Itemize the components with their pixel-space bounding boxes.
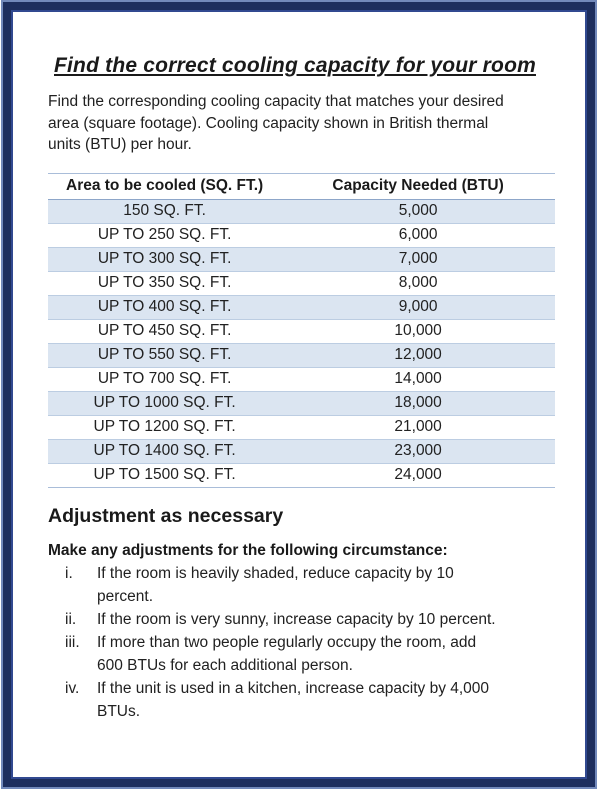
area-cell: UP TO 450 SQ. FT. (97, 322, 232, 339)
area-cell: UP TO 1400 SQ. FT. (93, 442, 236, 459)
table-row (48, 463, 555, 487)
list-item (48, 631, 556, 677)
page-title: Find the correct cooling capacity for your room (54, 54, 536, 77)
table-row (48, 223, 555, 247)
page-content (48, 50, 556, 723)
capacity-cell: 21,000 (394, 418, 442, 435)
area-cell: UP TO 300 SQ. FT. (97, 250, 232, 267)
table-row (48, 200, 555, 223)
table-row (48, 439, 555, 463)
intro-paragraph: Find the corresponding cooling capacity that matches your desired area (square footage). Cooling capacity shown in British thermal units (BTU) per hour. (48, 93, 504, 153)
adjustment-list (48, 562, 556, 723)
adjustment-heading: Adjustment as necessary (48, 504, 284, 527)
adjustment-intro: Make any adjustments for the following circumstance: (48, 541, 448, 559)
capacity-cell: 10,000 (394, 322, 442, 339)
list-item-text: If the unit is used in a kitchen, increase capacity by 4,000 BTUs. (97, 679, 490, 720)
capacity-cell: 9,000 (398, 298, 438, 315)
list-item-marker: i. (65, 564, 73, 582)
capacity-cell: 12,000 (394, 346, 442, 363)
table-header-row (48, 174, 555, 200)
list-item-text: If the room is very sunny, increase capacity by 10 percent. (97, 610, 496, 628)
list-item (48, 608, 556, 631)
cooling-capacity-table (48, 173, 555, 488)
capacity-cell: 24,000 (394, 466, 442, 483)
area-cell: UP TO 550 SQ. FT. (97, 346, 232, 363)
capacity-cell: 14,000 (394, 370, 442, 387)
table-row (48, 295, 555, 319)
table-row (48, 271, 555, 295)
table-row (48, 343, 555, 367)
area-cell: 150 SQ. FT. (123, 202, 206, 219)
table-row (48, 391, 555, 415)
area-cell: UP TO 350 SQ. FT. (97, 274, 232, 291)
table-row (48, 415, 555, 439)
area-cell: UP TO 1500 SQ. FT. (93, 466, 236, 483)
area-cell: UP TO 250 SQ. FT. (97, 226, 232, 243)
list-item (48, 677, 556, 723)
list-item (48, 562, 556, 608)
list-item-text: If more than two people regularly occupy the room, add 600 BTUs for each additional person. (97, 633, 477, 674)
capacity-cell: 5,000 (398, 202, 438, 219)
capacity-cell: 8,000 (398, 274, 438, 291)
capacity-cell: 18,000 (394, 394, 442, 411)
list-item-marker: iv. (65, 679, 80, 697)
capacity-cell: 6,000 (398, 226, 438, 243)
table-row (48, 319, 555, 343)
list-item-marker: iii. (65, 633, 80, 651)
area-cell: UP TO 400 SQ. FT. (97, 298, 232, 315)
table-row (48, 367, 555, 391)
capacity-cell: 7,000 (398, 250, 438, 267)
table-row (48, 247, 555, 271)
area-cell: UP TO 1000 SQ. FT. (93, 394, 236, 411)
capacity-cell: 23,000 (394, 442, 442, 459)
list-item-text: If the room is heavily shaded, reduce capacity by 10 percent. (97, 564, 454, 605)
area-cell: UP TO 1200 SQ. FT. (93, 418, 236, 435)
area-cell: UP TO 700 SQ. FT. (97, 370, 232, 387)
column-header-capacity: Capacity Needed (BTU) (332, 177, 504, 194)
column-header-area: Area to be cooled (SQ. FT.) (66, 177, 264, 194)
list-item-marker: ii. (65, 610, 77, 628)
